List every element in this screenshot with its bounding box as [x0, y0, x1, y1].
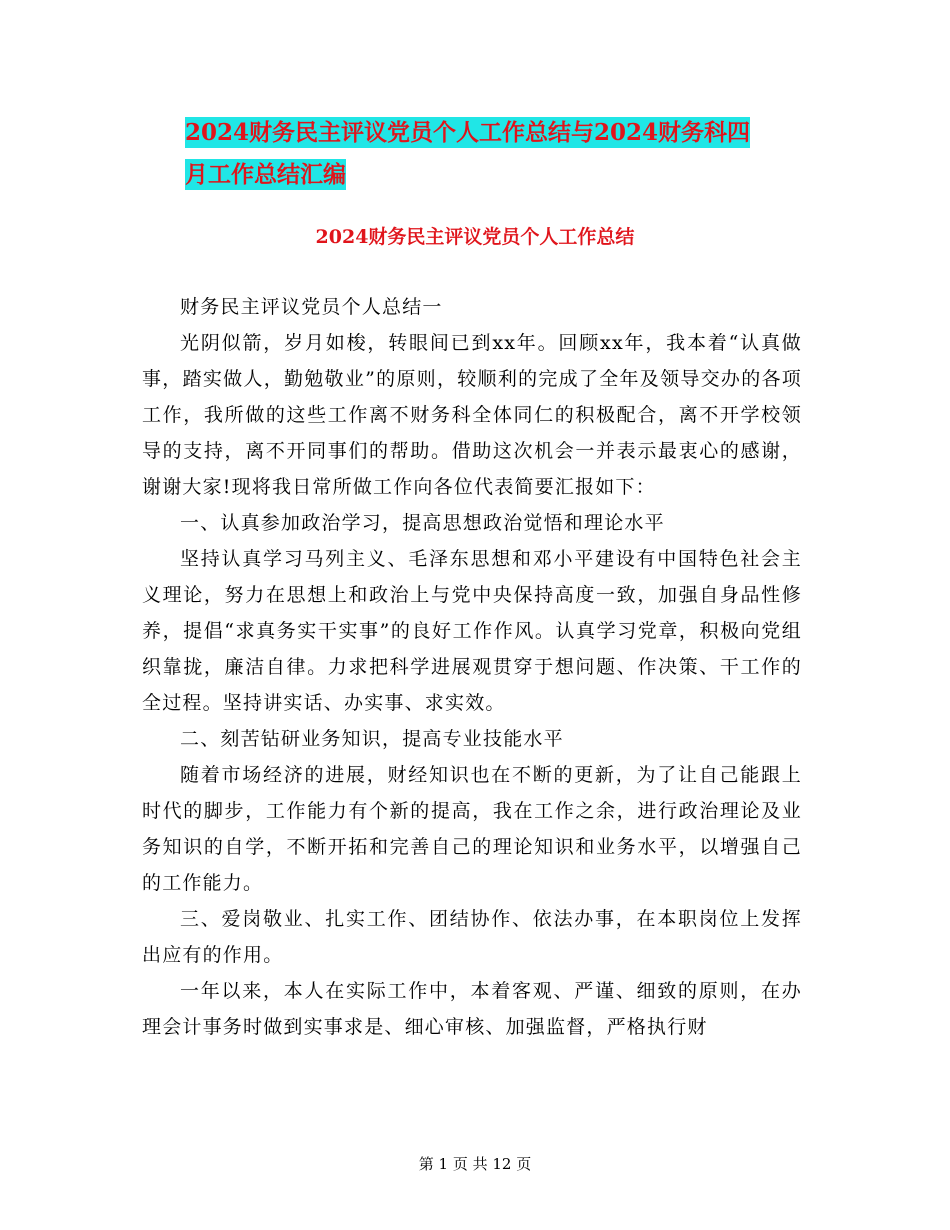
paragraph-body-2: 随着市场经济的进展，财经知识也在不断的更新，为了让自己能跟上时代的脚步，工作能力有个新的提高，我在工作之余，进行政治理论及业务知识的自学，不断开拓和完善自己的理论知识和业务水平，以增强自己的工作能力。	[142, 764, 802, 894]
paragraph-heading-3: 三、爱岗敬业、扎实工作、团结协作、依法办事，在本职岗位上发挥出应有的作用。	[142, 908, 802, 966]
document-title-line-1: 2024财务民主评议党员个人工作总结与2024财务科四	[185, 119, 751, 146]
paragraph-heading-2: 二、刻苦钻研业务知识，提高专业技能水平	[180, 728, 564, 750]
document-title-line-2: 月工作总结汇编	[185, 161, 346, 188]
paragraph-subheading: 财务民主评议党员个人总结一	[180, 296, 443, 318]
paragraph-heading-1: 一、认真参加政治学习，提高思想政治觉悟和理论水平	[180, 512, 665, 534]
document-body	[142, 289, 802, 1045]
paragraph-body-1: 坚持认真学习马列主义、毛泽东思想和邓小平建设有中国特色社会主义理论，努力在思想上和政治上与党中央保持高度一致，加强自身品性修养，提倡“求真务实干实事”的良好工作作风。认真学习党章，积极向党组织靠拢，廉洁自律。力求把科学进展观贯穿于想问题、作决策、干工作的全过程。坚持讲实话、办实事、求实效。	[142, 548, 802, 714]
paragraph-intro: 光阴似箭，岁月如梭，转眼间已到xx年。回顾xx年，我本着“认真做事，踏实做人，勤勉敬业”的原则，较顺利的完成了全年及领导交办的各项工作，我所做的这些工作离不财务科全体同仁的积极配合，离不开学校领导的支持，离不开同事们的帮助。借助这次机会一并表示最衷心的感谢，谢谢大家!现将我日常所做工作向各位代表简要汇报如下：	[142, 332, 802, 498]
section-title: 2024财务民主评议党员个人工作总结	[315, 226, 635, 248]
document-title	[185, 112, 825, 196]
paragraph-body-3: 一年以来，本人在实际工作中，本着客观、严谨、细致的原则，在办理会计事务时做到实事求是、细心审核、加强监督，严格执行财	[142, 980, 802, 1038]
page-number-footer: 第 1 页 共 12 页	[418, 1155, 532, 1173]
